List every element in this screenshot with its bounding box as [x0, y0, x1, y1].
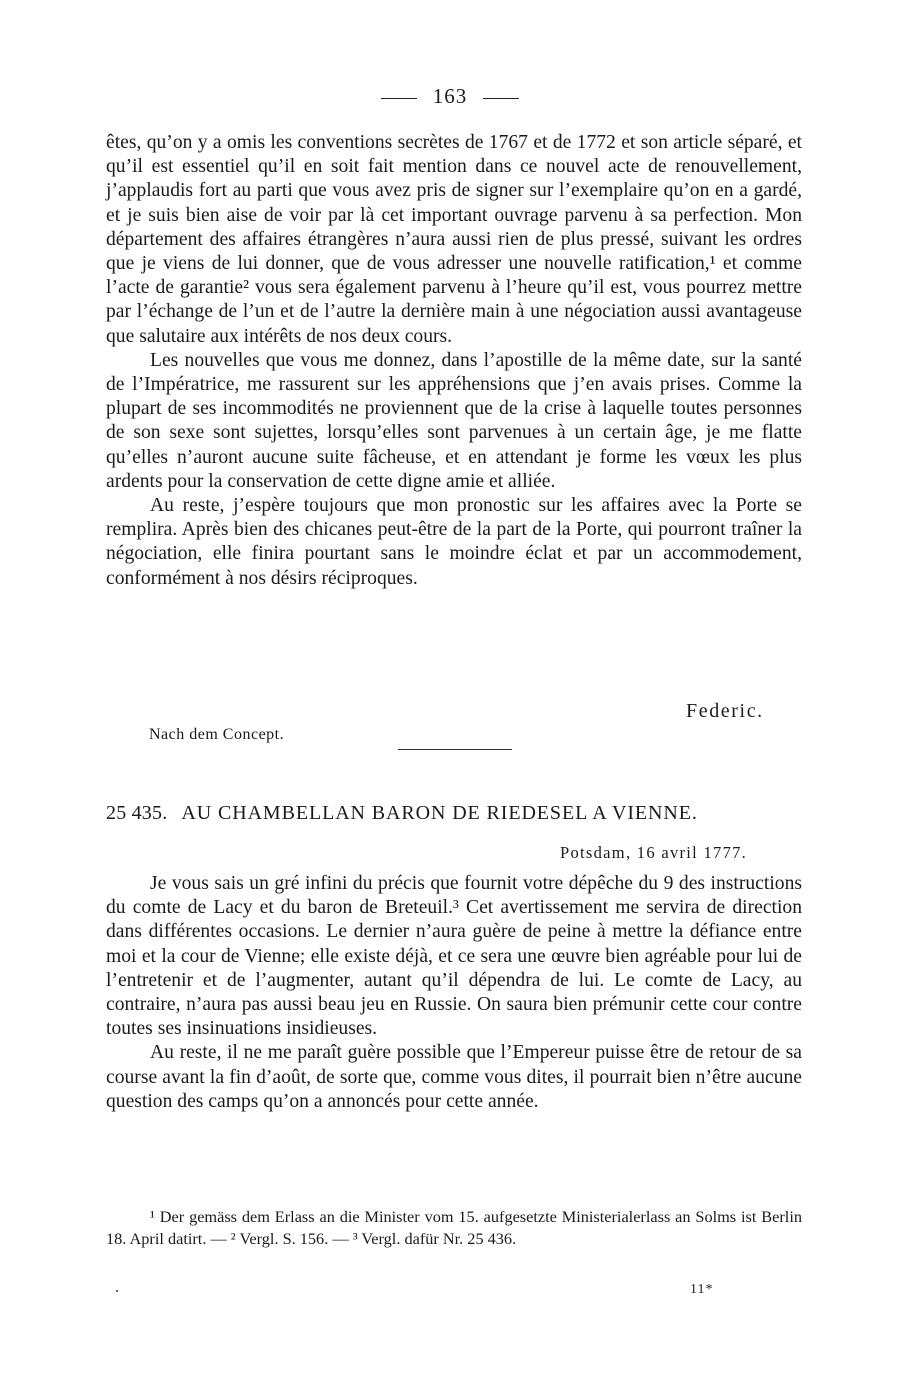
letter-2-paragraph-1: Je vous sais un gré infini du précis que fournit votre dépêche du 9 des instructions du comte de Lacy et du baron de Breteuil.³ Cet avertissement me servira de direction dans différentes occasions. Le dernier n’aura guère de peine à mettre la défiance entre moi et la cour de Vienne; elle existe déjà, et ce sera une œuvre bien agréable pour lui de l’entretenir et de l’augmenter, autant qu’il dépendra de lui. Le comte de Lacy, au contraire, n’aura pas aussi beau jeu en Russie. On saura bien prémunir cette cour contre toutes ses insinuations insidieuses. [106, 873, 802, 1040]
page-number: 163 [432, 84, 468, 108]
letter-2-heading [106, 802, 802, 825]
letter-2-paragraph-2: Au reste, il ne me paraît guère possible que l’Empereur puisse être de retour de sa course avant la fin d’août, de sorte que, comme vous dites, il pourrait bien n’être aucune question des camps qu’on a annoncés pour cette année. [106, 1042, 802, 1112]
letter-1-signature: Federic. [686, 700, 764, 722]
letter-2-body [106, 872, 802, 1114]
header-dash-left [381, 98, 417, 99]
footnotes [106, 1206, 802, 1250]
letter-2-title: AU CHAMBELLAN BARON DE RIEDESEL A VIENNE. [181, 802, 698, 824]
section-divider [398, 749, 512, 750]
letter-1-paragraph-1: êtes, qu’on y a omis les conventions secrètes de 1767 et de 1772 et son article séparé, et qu’il est essentiel qu’il en soit fait mention dans ce nouvel acte de renouvellement, j’applaudis fort au parti que vous avez pris de signer sur l’exemplaire qu’on en a gardé, et je suis bien aise de voir par là cet important ouvrage parvenu à sa perfection. Mon département des affaires étrangères n’aura aussi rien de plus pressé, suivant les ordres que je viens de lui donner, que de vous adresser une nouvelle ratification,¹ et comme l’acte de garantie² vous sera également parvenu à l’heure qu’il est, vous pourrez mettre par l’échange de l’un et de l’autre la dernière main à une négociation aussi avantageuse que salutaire aux intérêts de nos deux cours. [106, 132, 802, 347]
letter-1-body [106, 131, 802, 591]
letter-2-place-date: Potsdam, 16 avril 1777. [560, 843, 748, 862]
letter-1-paragraph-3: Au reste, j’espère toujours que mon pronostic sur les affaires avec la Porte se remplira. Après bien des chicanes peut-être de la part de la Porte, qui pourront traîner la négociation, elle finira pourtant sans le moindre éclat et par un accommodement, conformément à nos désirs réciproques. [106, 495, 802, 589]
footnote-text: ¹ Der gemäss dem Erlass an die Minister vom 15. aufgesetzte Ministerialerlass an Solms ist Berlin 18. April datirt. — ² Vergl. S. 156. — ³ Vergl. dafür Nr. 25 436. [106, 1207, 802, 1248]
letter-1-paragraph-2: Les nouvelles que vous me donnez, dans l’apostille de la même date, sur la santé de l’Impératrice, me rassurent sur les appréhensions que j’en avais prises. Comme la plupart de ses incommodités ne proviennent que de la crise à laquelle toutes personnes de son sexe sont sujettes, lorsqu’elles sont parvenues à un certain âge, je me flatte qu’elles n’auront aucune suite fâcheuse, et en attendant je forme les vœux les plus ardents pour la conservation de cette digne amie et alliée. [106, 349, 802, 492]
letter-2-number: 25 435. [106, 802, 168, 824]
page-header [0, 84, 900, 109]
header-dash-right [483, 98, 519, 99]
letter-1-source-note: Nach dem Concept. [149, 726, 285, 743]
page-speck [116, 1290, 118, 1292]
printer-signature-mark: 11* [690, 1282, 714, 1297]
